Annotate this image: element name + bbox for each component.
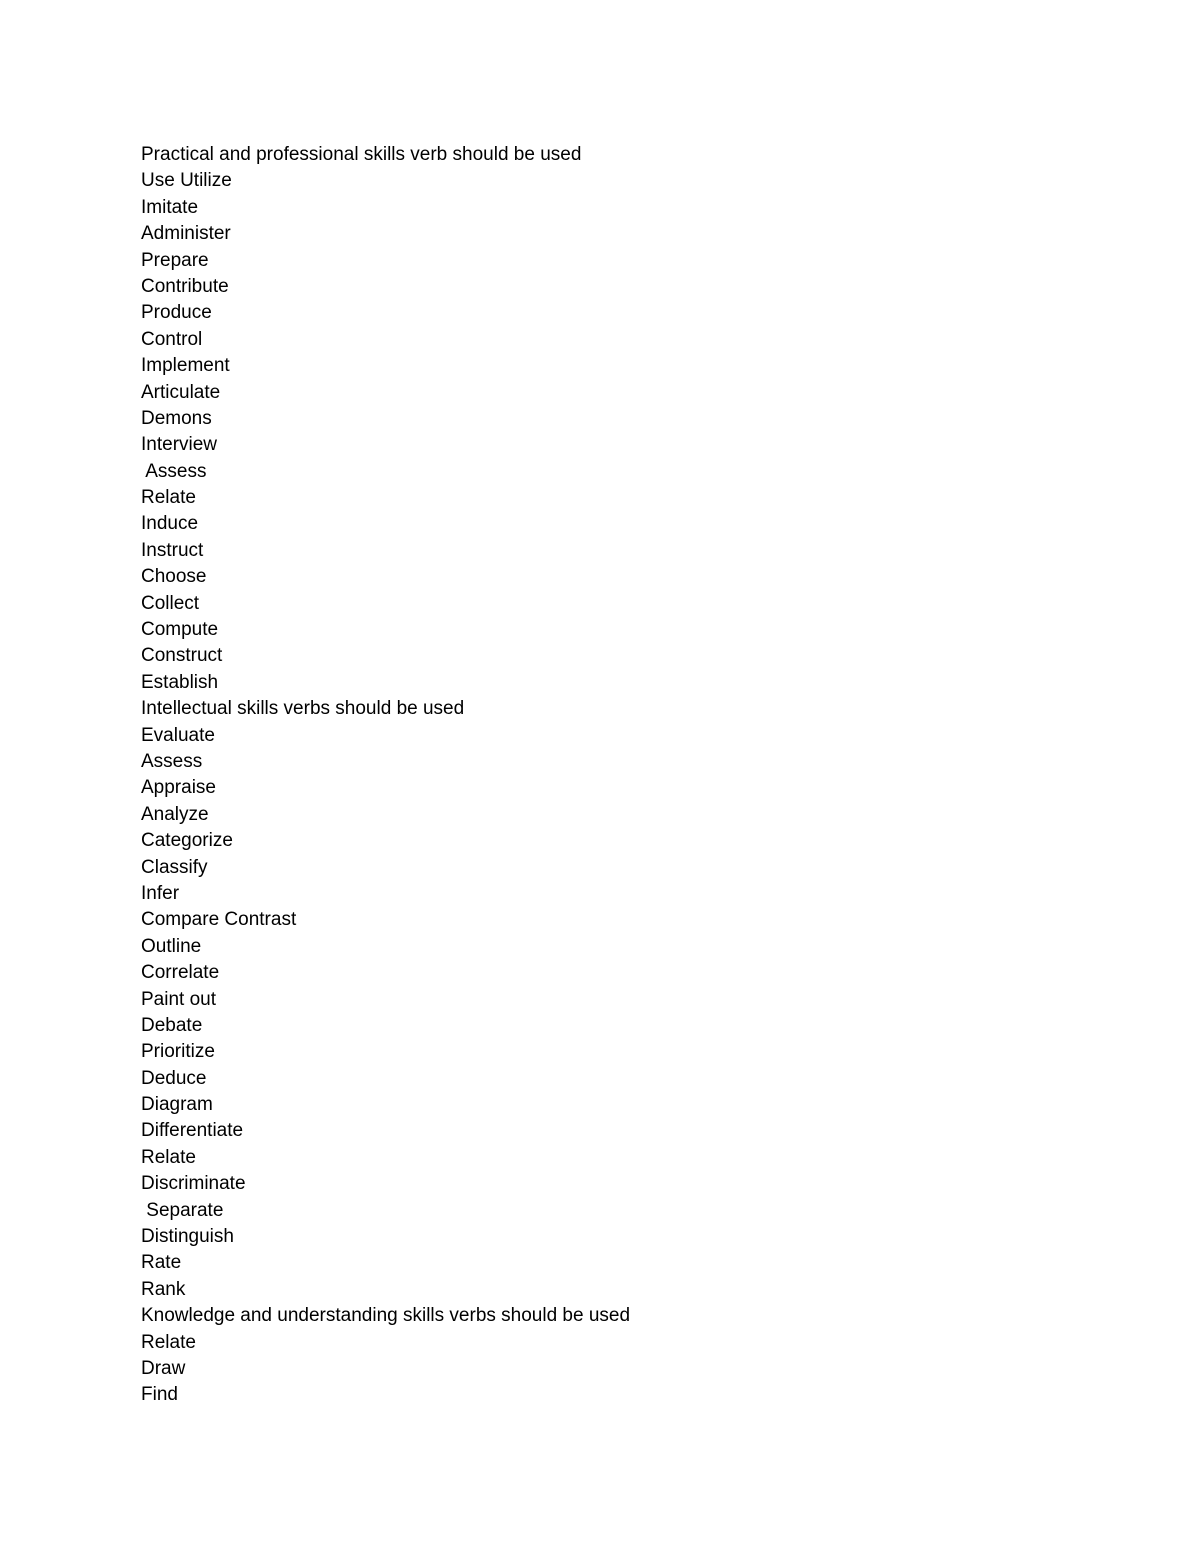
list-item: Diagram — [141, 1094, 213, 1116]
list-item: Draw — [141, 1357, 186, 1379]
list-item: Assess — [141, 460, 207, 482]
list-item: Paint out — [141, 988, 216, 1010]
list-item: Find — [141, 1384, 178, 1406]
list-item: Differentiate — [141, 1120, 244, 1142]
list-item: Relate — [141, 487, 196, 509]
list-item: Classify — [141, 856, 208, 878]
list-item: Produce — [141, 302, 212, 324]
list-item: Control — [141, 328, 203, 350]
list-item: Contribute — [141, 275, 229, 297]
list-item: Deduce — [141, 1067, 207, 1089]
section-heading-intellectual: Intellectual skills verbs should be used — [141, 698, 465, 720]
list-item: Prioritize — [141, 1041, 215, 1063]
list-item: Analyze — [141, 803, 209, 825]
list-item: Establish — [141, 671, 219, 693]
list-item: Interview — [141, 434, 218, 456]
list-item: Correlate — [141, 962, 220, 984]
list-item: Demons — [141, 407, 212, 429]
list-item: Collect — [141, 592, 200, 614]
list-item: Discriminate — [141, 1173, 246, 1195]
list-item: Separate — [141, 1199, 224, 1221]
list-item: Compare Contrast — [141, 909, 297, 931]
list-item: Relate — [141, 1331, 196, 1353]
list-item: Relate — [141, 1146, 196, 1168]
list-item: Rank — [141, 1278, 186, 1300]
list-item: Articulate — [141, 381, 221, 403]
list-item: Compute — [141, 619, 219, 641]
list-item: Appraise — [141, 777, 216, 799]
list-item: Outline — [141, 935, 202, 957]
list-item: Infer — [141, 882, 180, 904]
list-item: Distinguish — [141, 1226, 234, 1248]
list-item: Evaluate — [141, 724, 215, 746]
section-heading-knowledge: Knowledge and understanding skills verbs should be used — [141, 1305, 631, 1327]
list-item: Imitate — [141, 196, 199, 218]
list-item: Debate — [141, 1014, 203, 1036]
list-item: Use Utilize — [141, 170, 232, 192]
section-heading-practical: Practical and professional skills verb should be used — [141, 144, 582, 165]
list-item: Choose — [141, 566, 207, 588]
list-item: Administer — [141, 223, 231, 245]
list-item: Implement — [141, 355, 230, 377]
list-item: Rate — [141, 1252, 182, 1274]
list-item: Instruct — [141, 539, 204, 561]
list-item: Prepare — [141, 249, 209, 271]
list-item: Construct — [141, 645, 223, 667]
list-item: Induce — [141, 513, 199, 535]
list-item: Categorize — [141, 830, 233, 852]
list-item: Assess — [141, 750, 203, 772]
document-body — [141, 142, 1141, 1409]
